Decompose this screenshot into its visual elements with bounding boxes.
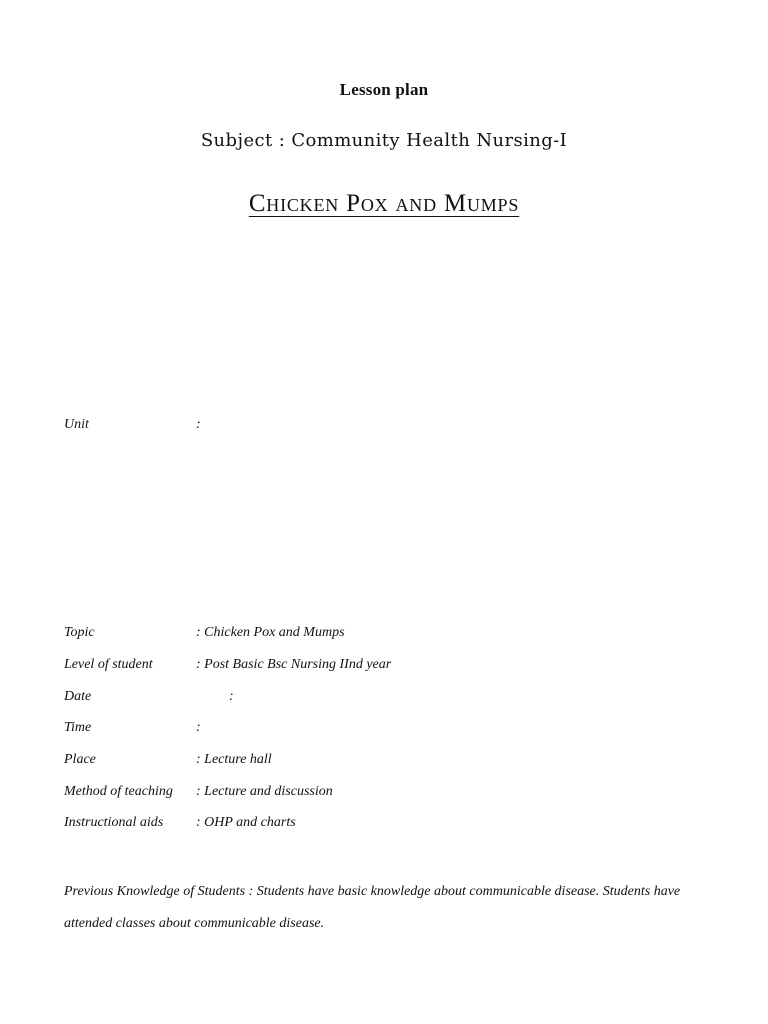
field-value-method: : Lecture and discussion (196, 784, 333, 799)
field-value-level: : Post Basic Bsc Nursing IInd year (196, 657, 392, 672)
field-value-place: : Lecture hall (196, 752, 272, 767)
subject-line: Subject : Community Health Nursing-I (200, 130, 568, 151)
field-row-topic (64, 625, 724, 645)
field-label-time: Time (64, 720, 92, 735)
field-row-level (64, 657, 724, 677)
field-label-level: Level of student (64, 657, 153, 672)
field-value-time: : (196, 720, 201, 735)
field-label-topic: Topic (64, 625, 95, 640)
field-value-aids: : OHP and charts (196, 815, 296, 830)
field-row-method (64, 784, 724, 804)
field-row-unit (64, 417, 724, 437)
field-label-aids: Instructional aids (64, 815, 164, 830)
field-row-aids (64, 815, 724, 835)
field-label-method: Method of teaching (64, 784, 173, 799)
prior-knowledge-paragraph: Previous Knowledge of Students : Students have basic knowledge about communicable disease. Students have attended classes about communicable disease. (64, 884, 681, 931)
field-row-place (64, 752, 724, 772)
field-row-date (64, 689, 724, 709)
field-value-unit: : (196, 417, 201, 432)
field-label-unit: Unit (64, 417, 89, 432)
field-value-date: : (229, 689, 234, 704)
field-label-place: Place (64, 752, 96, 767)
field-label-date: Date (64, 689, 92, 704)
main-title (0, 190, 768, 218)
field-row-time (64, 720, 724, 740)
document-header-title: Lesson plan (339, 80, 429, 99)
field-value-topic: : Chicken Pox and Mumps (196, 625, 345, 640)
main-title-text: Chicken Pox and Mumps (248, 190, 520, 217)
